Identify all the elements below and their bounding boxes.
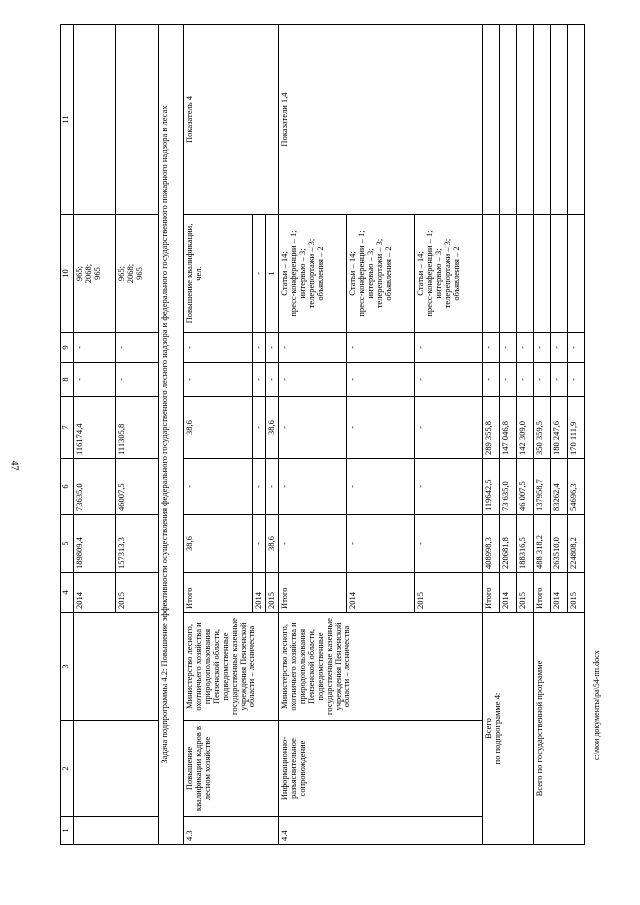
table-cell: - xyxy=(266,459,279,515)
table-body xyxy=(61,25,585,845)
table-cell: - xyxy=(550,363,567,397)
column-number: 11 xyxy=(61,25,74,215)
table-cell xyxy=(74,613,159,721)
table-cell: - xyxy=(183,459,252,515)
column-number: 10 xyxy=(61,215,74,333)
table-cell: 119642,5 xyxy=(482,459,499,515)
table-cell: - xyxy=(414,515,482,573)
table-cell xyxy=(550,215,567,333)
table-cell: 73635,0 xyxy=(74,459,116,515)
task-title-row xyxy=(158,25,183,845)
table-cell: 965; 2068; 965 xyxy=(74,215,116,333)
total-row xyxy=(533,25,550,845)
table-cell: 38,6 xyxy=(266,397,279,459)
item-name: Информационно-разъяснительное сопровождение xyxy=(279,721,483,817)
table-cell: Итого xyxy=(279,573,347,613)
table-cell: - xyxy=(253,397,266,459)
table-cell xyxy=(499,215,516,333)
table-cell: - xyxy=(414,363,482,397)
table-cell: 137958,7 xyxy=(533,459,550,515)
table-cell xyxy=(74,817,159,845)
table-cell: 188316,5 xyxy=(516,515,533,573)
total-row xyxy=(482,25,499,845)
table-cell: 116174,4 xyxy=(74,397,116,459)
table-cell: 189809,4 xyxy=(74,515,116,573)
table-cell: 2015 xyxy=(567,573,584,613)
table-cell: 2015 xyxy=(116,573,158,613)
table-cell xyxy=(533,25,550,215)
table-cell: - xyxy=(346,515,414,573)
column-number: 6 xyxy=(61,459,74,515)
table-cell: - xyxy=(516,333,533,363)
rotated-table-wrapper xyxy=(60,25,585,845)
table-cell: - xyxy=(516,363,533,397)
column-number: 3 xyxy=(61,613,74,721)
table-cell: 142 309,0 xyxy=(516,397,533,459)
table-cell: 2014 xyxy=(253,573,266,613)
table-cell: 1 xyxy=(266,215,279,333)
column-number: 7 xyxy=(61,397,74,459)
table-cell: - xyxy=(279,459,347,515)
task-title: Задача подпрограммы 4.2: Повышение эффективности осуществления федерального государственного лесного надзора и федерального государственного пожарного надзора в лесах xyxy=(158,25,183,845)
table-cell: 2015 xyxy=(516,573,533,613)
table-cell: 38,6 xyxy=(183,397,252,459)
table-cell: - xyxy=(266,363,279,397)
table-cell: 2015 xyxy=(414,573,482,613)
table-cell: - xyxy=(279,363,347,397)
table-cell: - xyxy=(253,459,266,515)
table-cell xyxy=(74,721,159,817)
table-cell: - xyxy=(499,333,516,363)
table-cell: 2015 xyxy=(266,573,279,613)
table-cell xyxy=(516,25,533,215)
table-cell: 408998,3 xyxy=(482,515,499,573)
table-cell: 180 247,6 xyxy=(550,397,567,459)
table-cell: 965; 2068; 965 xyxy=(116,215,158,333)
item-executor: Министерство лесного, охотничьего хозяйства и природопользования Пензенской области, подведомственные государственные казенные учреждения Пензенской области – лесничества xyxy=(183,613,278,721)
table-cell: 157313,3 xyxy=(116,515,158,573)
table-cell: Итого xyxy=(533,573,550,613)
table-cell: 46007,5 xyxy=(116,459,158,515)
table-cell: 2014 xyxy=(499,573,516,613)
table-cell: - xyxy=(346,459,414,515)
table-cell: 38,6 xyxy=(266,515,279,573)
page-number: 47 xyxy=(8,460,20,471)
table-cell: Статьи – 14; пресс-конференции – 1; интервью – 3; телерепортажи – 3; объявления – 2 xyxy=(346,215,414,333)
table-cell xyxy=(116,25,158,215)
item-executor: Министерство лесного, охотничьего хозяйства и природопользования Пензенской области, подведомственные государственные казенные учреждения Пензенской области – лесничества xyxy=(279,613,483,721)
table-cell: - xyxy=(550,333,567,363)
table-cell: - xyxy=(279,333,347,363)
table-cell: - xyxy=(414,459,482,515)
table-cell: - xyxy=(482,333,499,363)
column-number: 2 xyxy=(61,721,74,817)
table-cell: - xyxy=(346,333,414,363)
column-number: 4 xyxy=(61,573,74,613)
table-cell: 2014 xyxy=(550,573,567,613)
table-cell: 2014 xyxy=(346,573,414,613)
table-cell: - xyxy=(183,363,252,397)
table-cell: - xyxy=(253,363,266,397)
table-cell: 220681,8 xyxy=(499,515,516,573)
column-number-row xyxy=(61,25,74,845)
table-cell: - xyxy=(482,363,499,397)
table-cell xyxy=(482,25,499,215)
table-cell: - xyxy=(116,333,158,363)
item-indicator: Показатели 1,4 xyxy=(279,25,483,215)
item-number: 4.4 xyxy=(279,817,483,845)
table-cell: - xyxy=(183,333,252,363)
table-cell xyxy=(499,25,516,215)
table-cell: - xyxy=(346,397,414,459)
item-indicator: Показатель 4 xyxy=(183,25,278,215)
table-cell: 38,6 xyxy=(183,515,252,573)
table-cell xyxy=(567,25,584,215)
table-cell: 83262,4 xyxy=(550,459,567,515)
table-cell xyxy=(74,25,116,215)
table-cell: - xyxy=(499,363,516,397)
budget-table xyxy=(60,24,585,845)
table-cell: Повышение квалификации, чел. xyxy=(183,215,252,333)
table-cell: - xyxy=(253,333,266,363)
table-cell: - xyxy=(567,363,584,397)
table-cell: - xyxy=(533,333,550,363)
table-cell: 2014 xyxy=(74,573,116,613)
table-cell: 263510,0 xyxy=(550,515,567,573)
table-cell: - xyxy=(279,397,347,459)
table-cell: 54696,3 xyxy=(567,459,584,515)
table-cell: 73 635,0 xyxy=(499,459,516,515)
table-cell: 289 355,8 xyxy=(482,397,499,459)
total-label: Всего по подпрограмме 4: xyxy=(482,613,533,845)
footer-file-path: c:\мои документы\ра\54-пп.docx xyxy=(592,650,601,760)
item-name: Повышение квалификации кадров в лесном хозяйстве xyxy=(183,721,278,817)
table-cell: 350 359,5 xyxy=(533,397,550,459)
table-cell xyxy=(533,215,550,333)
table-cell: - xyxy=(253,515,266,573)
table-cell: Статьи – 14; пресс-конференции – 1; интервью – 3; телерепортажи – 3; объявления – 2 xyxy=(414,215,482,333)
table-cell: Статьи – 14; пресс-конференции – 1; интервью – 3; телерепортажи – 3; объявления – 2 xyxy=(279,215,347,333)
table-cell: 46 007,5 xyxy=(516,459,533,515)
table-cell: Итого xyxy=(183,573,252,613)
table-cell: 488 318,2 xyxy=(533,515,550,573)
item-row xyxy=(279,25,347,845)
table-cell: 170 111,9 xyxy=(567,397,584,459)
table-cell: - xyxy=(74,333,116,363)
table-cell: 147 046,8 xyxy=(499,397,516,459)
table-cell xyxy=(567,215,584,333)
column-number: 1 xyxy=(61,817,74,845)
table-cell: 111305,8 xyxy=(116,397,158,459)
table-cell xyxy=(516,215,533,333)
table-cell: - xyxy=(116,363,158,397)
table-cell: - xyxy=(414,397,482,459)
table-cell xyxy=(482,215,499,333)
table-cell: - xyxy=(266,333,279,363)
table-cell: Итого xyxy=(482,573,499,613)
table-cell: - xyxy=(346,363,414,397)
table-cell: - xyxy=(279,515,347,573)
column-number: 8 xyxy=(61,363,74,397)
total-label: Всего по государственной программе xyxy=(533,613,584,845)
column-number: 5 xyxy=(61,515,74,573)
item-number: 4.3 xyxy=(183,817,278,845)
table-cell: - xyxy=(414,333,482,363)
table-cell: 224808,2 xyxy=(567,515,584,573)
table-cell: - xyxy=(74,363,116,397)
table-cell: - xyxy=(253,215,266,333)
item-row xyxy=(183,25,252,845)
continuation-row xyxy=(74,25,116,845)
column-number: 9 xyxy=(61,333,74,363)
table-cell xyxy=(550,25,567,215)
table-cell: - xyxy=(533,363,550,397)
table-cell: - xyxy=(567,333,584,363)
